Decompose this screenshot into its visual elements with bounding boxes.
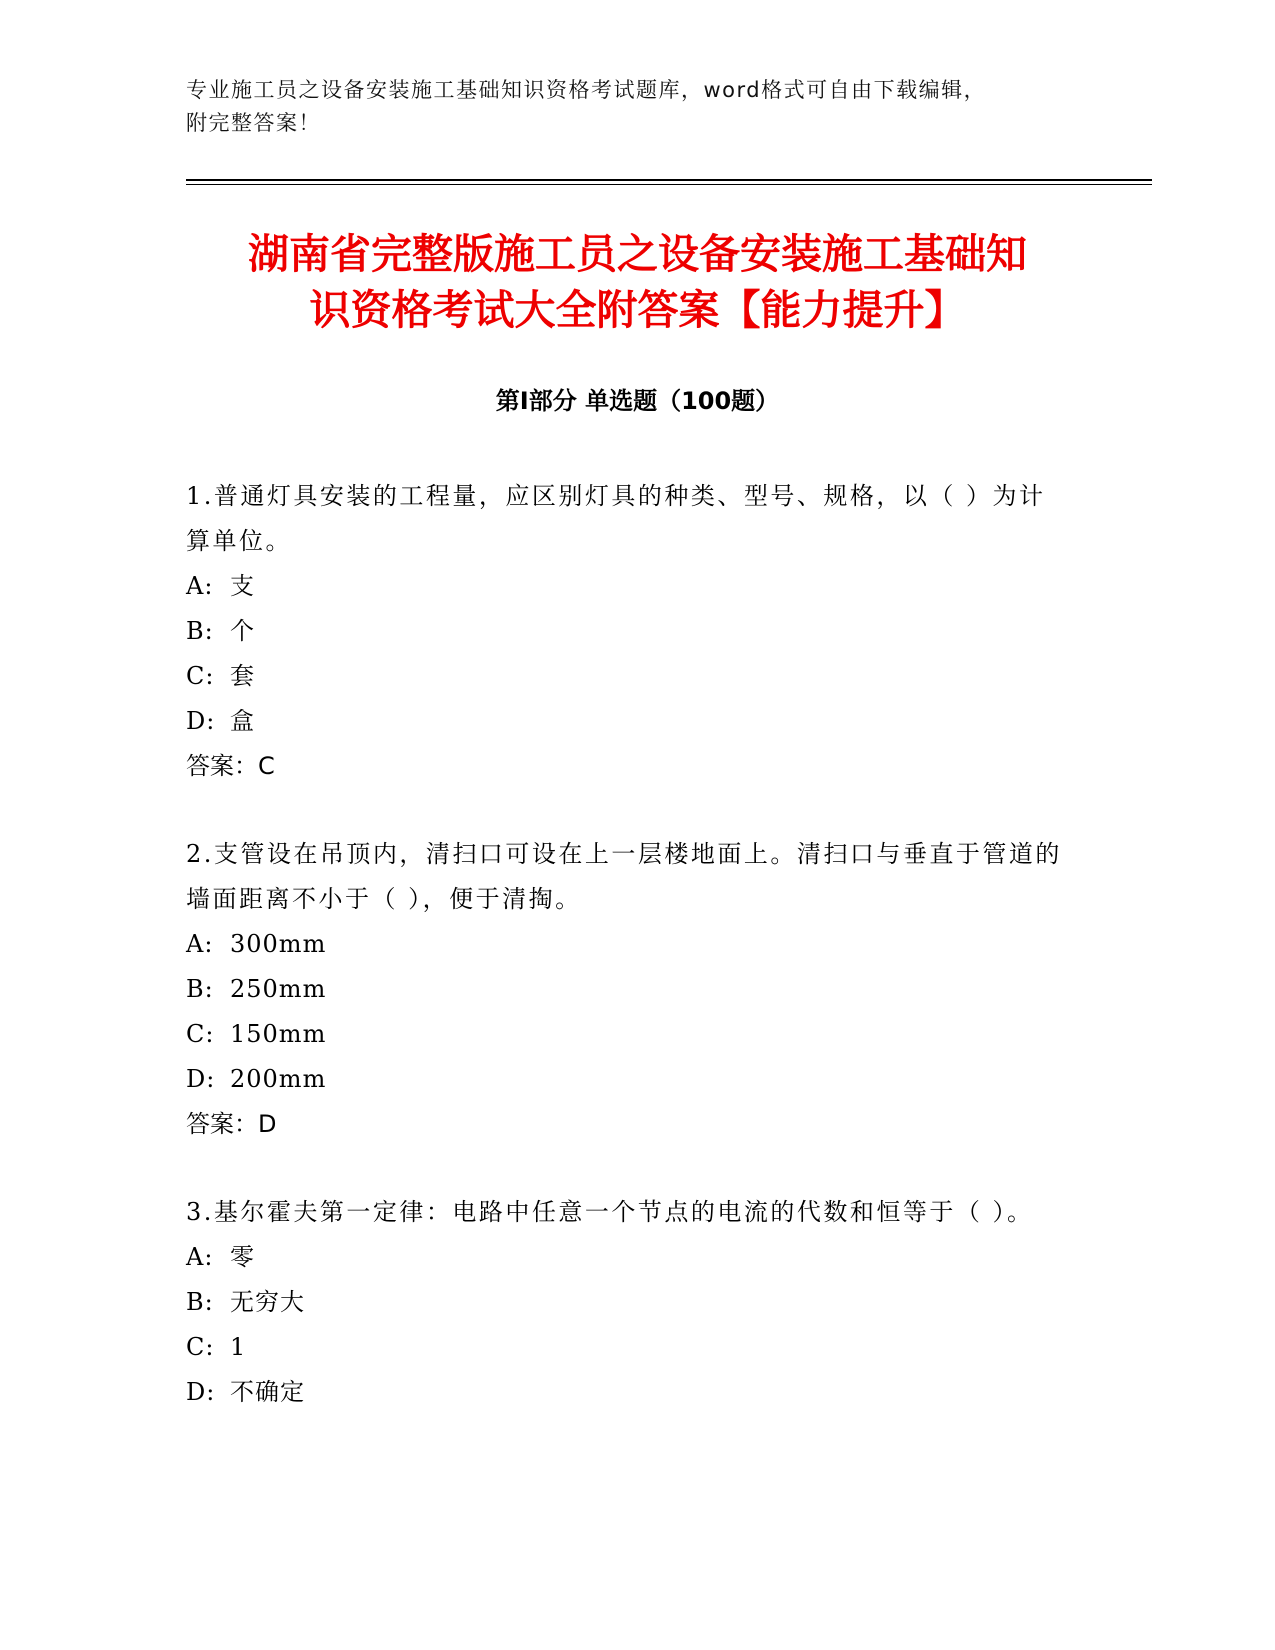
option-letter: C: (186, 662, 215, 690)
option-text: 300mm (230, 930, 327, 958)
option-a (186, 1235, 1066, 1280)
option-letter: B: (186, 617, 214, 645)
option-text: 个 (230, 617, 255, 645)
question-stem: 2.支管设在吊顶内，清扫口可设在上一层楼地面上。清扫口与垂直于管道的墙面距离不小于（ ），便于清掏。 (186, 840, 1062, 913)
header-note-line1: 专业施工员之设备安装施工基础知识资格考试题库，word格式可自由下载编辑， (186, 78, 987, 102)
option-text: 支 (230, 572, 255, 600)
option-b (186, 1280, 1066, 1325)
option-text: 250mm (230, 975, 327, 1003)
option-text: 150mm (230, 1020, 327, 1048)
option-text: 200mm (230, 1065, 327, 1093)
option-letter: D: (186, 1378, 216, 1406)
question-item (186, 1190, 1066, 1415)
document-title-line1: 湖南省完整版施工员之设备安装施工基础知 (248, 230, 1027, 278)
option-letter: C: (186, 1333, 215, 1361)
header-note (186, 74, 1066, 140)
question-item (186, 832, 1066, 1147)
header-note-line2: 附完整答案！ (186, 111, 321, 135)
question-stem: 3.基尔霍夫第一定律：电路中任意一个节点的电流的代数和恒等于（ ）。 (186, 1198, 1034, 1226)
option-d (186, 699, 1066, 744)
header-divider-thin (186, 184, 1152, 185)
option-d (186, 1370, 1066, 1415)
option-c (186, 1325, 1066, 1370)
option-b (186, 609, 1066, 654)
option-letter: A: (186, 930, 214, 958)
question-item (186, 474, 1066, 789)
option-text: 套 (230, 662, 255, 690)
option-text: 零 (230, 1243, 255, 1271)
header-divider-thick (186, 179, 1152, 181)
answer-line: 答案：D (186, 1110, 277, 1138)
answer-line: 答案：C (186, 752, 275, 780)
document-title (150, 226, 1125, 338)
option-text: 不确定 (230, 1378, 305, 1406)
option-letter: D: (186, 707, 216, 735)
option-d (186, 1057, 1066, 1102)
option-a (186, 564, 1066, 609)
option-c (186, 1012, 1066, 1057)
option-c (186, 654, 1066, 699)
option-letter: B: (186, 1288, 214, 1316)
option-text: 盒 (230, 707, 255, 735)
option-b (186, 967, 1066, 1012)
question-stem: 1.普通灯具安装的工程量，应区别灯具的种类、型号、规格，以（ ）为计算单位。 (186, 482, 1046, 555)
option-letter: D: (186, 1065, 216, 1093)
option-letter: B: (186, 975, 214, 1003)
option-text: 1 (230, 1333, 247, 1361)
option-letter: C: (186, 1020, 215, 1048)
option-a (186, 922, 1066, 967)
option-letter: A: (186, 1243, 214, 1271)
option-letter: A: (186, 572, 214, 600)
section-heading: 第Ⅰ部分 单选题（100题） (495, 387, 780, 415)
document-title-line2: 识资格考试大全附答案【能力提升】 (309, 286, 966, 334)
option-text: 无穷大 (230, 1288, 305, 1316)
question-list (186, 474, 1066, 1458)
